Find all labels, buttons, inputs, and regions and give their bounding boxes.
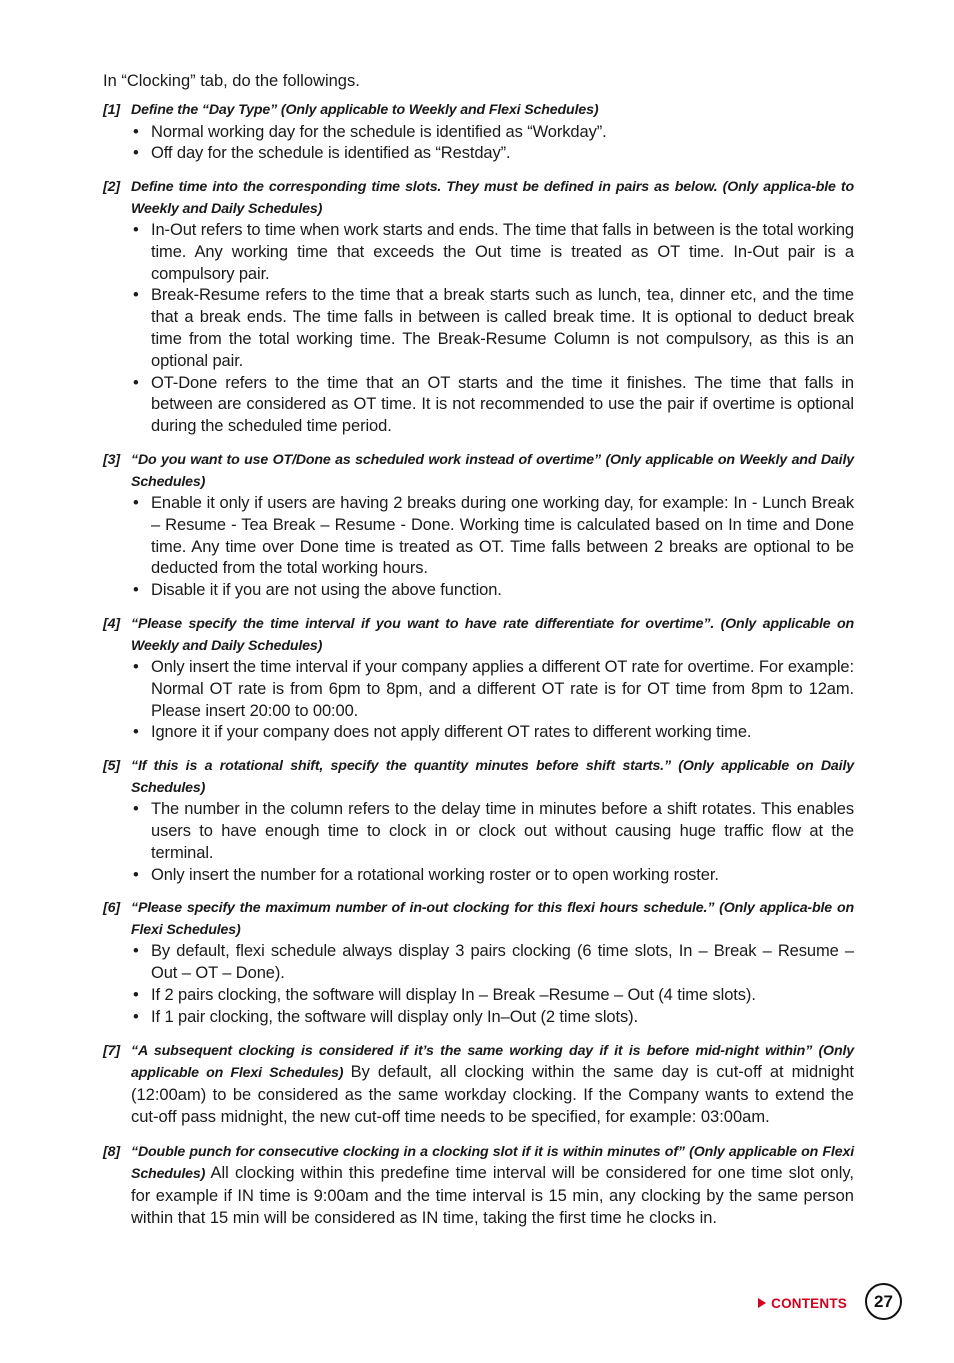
section-heading (131, 614, 854, 657)
bullet-item (131, 941, 854, 985)
bullet-item (131, 580, 854, 602)
section-number: [6] (103, 900, 120, 917)
bullet-dot-icon: • (133, 986, 139, 1005)
section-heading-row (103, 614, 854, 657)
bullet-dot-icon: • (133, 144, 139, 163)
section (103, 1142, 854, 1231)
bullet-item (131, 657, 854, 722)
section-heading (131, 1142, 854, 1231)
bullet-item (131, 985, 854, 1007)
bullet-text: By default, flexi schedule always display 3 pairs clocking (6 time slots, In – Break – Resume – Out – OT – Done). (151, 942, 854, 983)
section (103, 177, 854, 438)
bullet-dot-icon: • (133, 221, 139, 240)
section-heading-row (103, 1142, 854, 1231)
section-number: [1] (103, 102, 120, 118)
bullet-list (103, 220, 854, 438)
section-number: [4] (103, 616, 120, 633)
document-page (103, 70, 854, 1243)
section-heading-text: “Please specify the time interval if you want to have rate differentiate for overtime”. (Only applicable on Weekly and Daily Schedules) (131, 616, 854, 654)
bullet-dot-icon: • (133, 286, 139, 305)
section-heading-row (103, 100, 854, 122)
bullet-text: If 1 pair clocking, the software will display only In–Out (2 time slots). (151, 1007, 638, 1026)
section-heading-row (103, 1041, 854, 1130)
bullet-text: Only insert the number for a rotational working roster or to open working roster. (151, 865, 719, 884)
play-triangle-icon (758, 1298, 766, 1308)
bullet-text: Normal working day for the schedule is identified as “Workday”. (151, 122, 607, 141)
bullet-text: Disable it if you are not using the above function. (151, 581, 502, 600)
section-heading-text: “Do you want to use OT/Done as scheduled work instead of overtime” (Only applicable on Weekly and Daily Schedules) (131, 452, 854, 490)
section-heading (131, 756, 854, 799)
section-body-text: All clocking within this predefine time interval will be considered for one time slot only, for example if IN time is 9:00am and the time interval is 15 min, any clocking by the same person within that 15 min will be considered as IN time, taking the first time he clocks in. (131, 1164, 855, 1228)
section-body-text: By default, all clocking within the same day is cut-off at midnight (12:00am) to be considered as the same workday clocking. If the Company wants to extend the cut-off pass midnight, the new cut-off time needs to be specified, for example: 03:00am. (131, 1063, 854, 1127)
bullet-item (131, 143, 854, 165)
bullet-dot-icon: • (133, 865, 139, 884)
page-footer (758, 1283, 902, 1320)
bullet-text: Off day for the schedule is identified as “Restday”. (151, 144, 511, 163)
section (103, 614, 854, 744)
section-number: [7] (103, 1042, 120, 1059)
bullet-text: OT-Done refers to the time that an OT starts and the time it finishes. The time that falls in between are considered as OT time. It is not recommended to use the pair if overtime is optional during the scheduled time period. (151, 373, 854, 436)
section-heading (131, 100, 854, 122)
bullet-list (103, 657, 854, 744)
sections-list (103, 100, 854, 1231)
bullet-text: Only insert the time interval if your company applies a different OT rate for overtime. For example: Normal OT rate is from 6pm to 8pm, and a different OT rate is for OT time from 8pm to 12am. Please insert 20:00 to 00:00. (151, 658, 854, 720)
section-number: [2] (103, 179, 120, 196)
bullet-text: If 2 pairs clocking, the software will display In – Break –Resume – Out (4 time slots). (151, 986, 756, 1005)
bullet-item (131, 285, 854, 372)
section-number: [3] (103, 452, 120, 469)
bullet-item (131, 220, 854, 285)
bullet-dot-icon: • (133, 658, 139, 677)
bullet-list (103, 799, 854, 886)
page-number-badge (865, 1283, 902, 1320)
bullet-dot-icon: • (133, 373, 139, 392)
bullet-dot-icon: • (133, 723, 139, 742)
section (103, 756, 854, 886)
bullet-list (103, 122, 854, 166)
bullet-dot-icon: • (133, 122, 139, 141)
bullet-dot-icon: • (133, 942, 139, 961)
section-heading (131, 450, 854, 493)
section-heading-row (103, 177, 854, 220)
bullet-item (131, 799, 854, 864)
section-heading (131, 1041, 854, 1130)
section-heading-text: Define the “Day Type” (Only applicable to Weekly and Flexi Schedules) (131, 102, 599, 118)
bullet-dot-icon: • (133, 581, 139, 600)
section-heading (131, 898, 854, 941)
section (103, 100, 854, 165)
section-heading-text: “Double punch for consecutive clocking in a clocking slot if it is within minutes of” (Only applicable on Flexi Schedules) (131, 1143, 854, 1183)
bullet-item (131, 493, 854, 580)
bullet-text: Ignore it if your company does not apply different OT rates to different working time. (151, 723, 752, 742)
section-heading-row (103, 756, 854, 799)
section-heading-row (103, 898, 854, 941)
section-number: [8] (103, 1143, 120, 1160)
bullet-list (103, 493, 854, 602)
bullet-item (131, 373, 854, 438)
page-number: 27 (874, 1291, 893, 1311)
bullet-dot-icon: • (133, 1007, 139, 1026)
bullet-text: Enable it only if users are having 2 breaks during one working day, for example: In - Lunch Break – Resume - Tea Break – Resume - Done. Working time is calculated based on In time and Done time. Any time over Done time is treated as OT. Time falls between 2 breaks are optional to be deducted from the total working hours. (151, 494, 854, 578)
section (103, 450, 854, 602)
bullet-item (131, 1007, 854, 1029)
bullet-list (103, 941, 854, 1028)
section-number: [5] (103, 758, 120, 775)
section-heading-text: “If this is a rotational shift, specify the quantity minutes before shift starts.” (Only applicable on Daily Schedules) (131, 758, 854, 796)
bullet-text: Break-Resume refers to the time that a break starts such as lunch, tea, dinner etc, and the time that a break ends. The time falls in between is called break time. It is optional to deduct break time from the total working time. The Break-Resume Column is not compulsory, as this is an optional pair. (151, 286, 854, 370)
bullet-item (131, 865, 854, 887)
section-heading-text: “Please specify the maximum number of in-out clocking for this flexi hours schedule.” (Only applica-ble on Flexi Schedules) (131, 900, 854, 938)
contents-link[interactable] (758, 1296, 847, 1311)
section (103, 1041, 854, 1130)
bullet-text: In-Out refers to time when work starts and ends. The time that falls in between is the total working time. Any working time that exceeds the Out time is treated as OT time. In-Out pair is a compulsory pair. (151, 221, 854, 283)
intro-text: In “Clocking” tab, do the followings. (103, 72, 360, 90)
bullet-item (131, 722, 854, 744)
section (103, 898, 854, 1028)
bullet-text: The number in the column refers to the delay time in minutes before a shift rotates. This enables users to have enough time to clock in or clock out without causing huge traffic flow at the terminal. (151, 800, 854, 862)
bullet-dot-icon: • (133, 800, 139, 819)
section-heading (131, 177, 854, 220)
section-heading-text: Define time into the corresponding time slots. They must be defined in pairs as below. (Only applica-ble to Weekly and Daily Schedules) (131, 179, 854, 217)
bullet-item (131, 122, 854, 144)
section-heading-row (103, 450, 854, 493)
section-heading-text: “A subsequent clocking is considered if it’s the same working day if it is before mid-night within” (Only applicable on Flexi Schedules) (131, 1042, 854, 1082)
bullet-dot-icon: • (133, 494, 139, 513)
contents-label: CONTENTS (771, 1295, 847, 1311)
